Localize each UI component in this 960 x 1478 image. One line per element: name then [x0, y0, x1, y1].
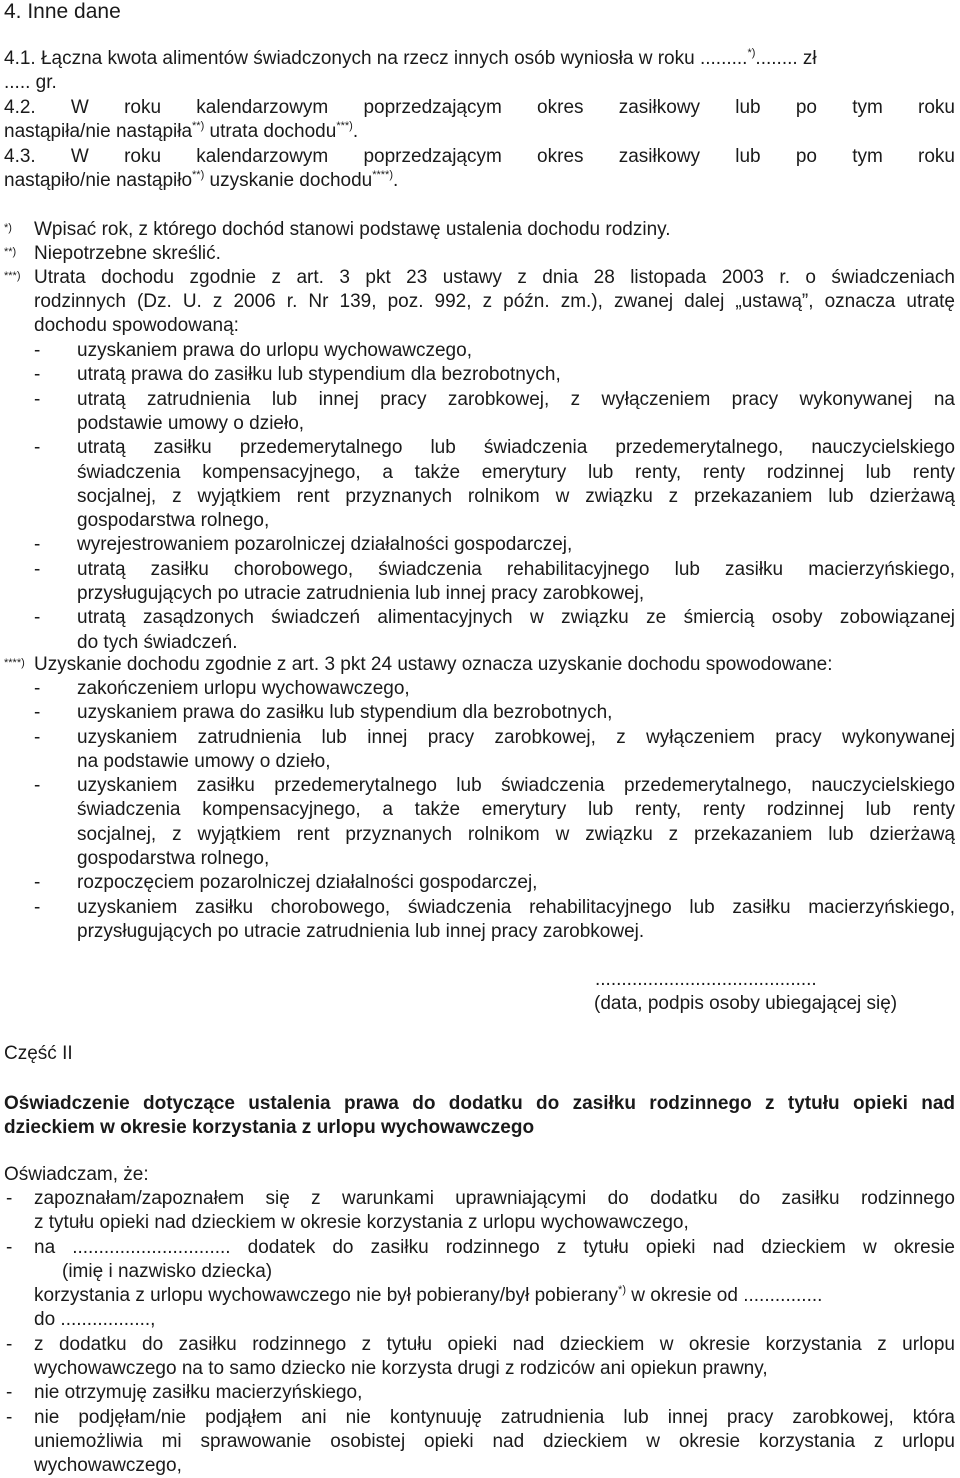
- declaration-5-line3: wychowawczego,: [34, 1455, 182, 1476]
- item-4-1: [4, 47, 817, 71]
- footnote-3-line: dochodu spowodowaną:: [34, 315, 239, 336]
- list-dash: -: [34, 437, 41, 458]
- footnote-2-mark: **): [4, 246, 17, 258]
- declaration-2-line4: do .................,: [34, 1309, 156, 1330]
- item-4-2-line2: [4, 120, 358, 144]
- footnote-4-text: Uzyskanie dochodu zgodnie z art. 3 pkt 24 ustawy oznacza uzyskanie dochodu spowodowane:: [34, 654, 833, 675]
- declaration-2-text: korzystania z urlopu wychowawczego nie był pobierany/był pobierany: [34, 1285, 619, 1306]
- item-4-1-text: 4.1. Łączna kwota alimentów świadczonych na rzecz innych osób wyniosła w roku .........: [4, 48, 748, 69]
- declaration-5-line1: nie podjęłam/nie podjąłem ani nie kontynuuję zatrudnienia lub innej pracy zarobkowej, która: [34, 1407, 955, 1428]
- list-item-line: przysługujących po utracie zatrudnienia lub innej pracy zarobkowej.: [77, 921, 645, 942]
- footnote-1-mark: *): [4, 222, 12, 234]
- section-heading: 4. Inne dane: [4, 0, 121, 23]
- signature-dots: ..........................................: [595, 969, 817, 990]
- list-item-line: uzyskaniem prawa do urlopu wychowawczego,: [77, 340, 472, 361]
- footnote-4-mark: ****): [4, 657, 25, 669]
- footnote-3-line: rodzinnych (Dz. U. z 2006 r. Nr 139, poz. 992, z późn. zm.), zwanej dalej „ustawą”, oznacza utratę: [34, 291, 955, 312]
- list-item-line: rozpoczęciem pozarolniczej działalności gospodarczej,: [77, 872, 538, 893]
- list-item-line: utratą prawa do zasiłku lub stypendium dla bezrobotnych,: [77, 364, 561, 385]
- list-dash: -: [34, 872, 41, 893]
- list-item-line: do tych świadczeń.: [77, 632, 238, 653]
- child-name-caption: (imię i nazwisko dziecka): [62, 1261, 273, 1282]
- footnote-ref: *): [747, 47, 756, 59]
- item-4-3-line2: [4, 169, 398, 193]
- bullet-dash: -: [6, 1188, 13, 1209]
- part-title-line1: Oświadczenie dotyczące ustalenia prawa do dodatku do zasiłku rodzinnego z tytułu opieki nad: [4, 1093, 955, 1114]
- item-4-1-currency: ........ zł: [755, 48, 817, 69]
- declaration-1-line1: zapoznałam/zapoznałem się z warunkami uprawniającymi do dodatku do zasiłku rodzinnego: [34, 1188, 955, 1209]
- list-item-line: zakończeniem urlopu wychowawczego,: [77, 678, 410, 699]
- footnote-2-text: Niepotrzebne skreślić.: [34, 243, 221, 264]
- list-item-line: świadczenia kompensacyjnego, a także emerytury lub renty, renty rodzinnej lub renty: [77, 799, 955, 820]
- list-item-line: gospodarstwa rolnego,: [77, 848, 270, 869]
- declaration-4-line1: nie otrzymuję zasiłku macierzyńskiego,: [34, 1382, 363, 1403]
- list-dash: -: [34, 897, 41, 918]
- declaration-5-line2: uniemożliwia mi sprawowanie osobistej opieki nad dzieckiem w okresie korzystania z urlopu: [34, 1431, 955, 1452]
- list-item-line: gospodarstwa rolnego,: [77, 510, 270, 531]
- footnote-3-mark: ***): [4, 270, 21, 282]
- list-dash: -: [34, 389, 41, 410]
- part-title-line2: dzieckiem w okresie korzystania z urlopu wychowawczego: [4, 1117, 535, 1138]
- bullet-dash: -: [6, 1334, 13, 1355]
- bullet-dash: -: [6, 1382, 13, 1403]
- declaration-2-line3: [34, 1284, 822, 1308]
- footnote-ref: **): [192, 169, 205, 181]
- footnote-ref: ***): [336, 120, 353, 132]
- declaration-3-line1: z dodatku do zasiłku rodzinnego z tytułu opieki nad dzieckiem w okresie korzystania z urlopu: [34, 1334, 955, 1355]
- list-item-line: świadczenia kompensacyjnego, a także emerytury lub renty, renty rodzinnej lub renty: [77, 462, 955, 483]
- declaration-2-line1: na .............................. dodatek do zasiłku rodzinnego z tytułu opieki nad dzieckiem w okresie: [34, 1237, 955, 1258]
- list-item-line: utratą zasiłku przedemerytalnego lub świadczenia przedemerytalnego, nauczycielskiego: [77, 437, 955, 458]
- footnote-ref: **): [192, 120, 205, 132]
- list-dash: -: [34, 678, 41, 699]
- list-dash: -: [34, 364, 41, 385]
- list-item-line: uzyskaniem zasiłku chorobowego, świadczenia rehabilitacyjnego lub zasiłku macierzyńskiego,: [77, 897, 955, 918]
- declaration-intro: Oświadczam, że:: [4, 1164, 149, 1185]
- list-item-line: uzyskaniem zatrudnienia lub innej pracy zarobkowej, z wyłączeniem pracy wykonywanej: [77, 727, 955, 748]
- list-item-line: podstawie umowy o dzieło,: [77, 413, 305, 434]
- declaration-2-period: w okresie od ...............: [626, 1285, 823, 1306]
- list-item-line: socjalnej, z wyjątkiem rent przyznanych rolnikom w związku z przekazaniem lub dzierżawą: [77, 486, 955, 507]
- footnote-ref: ****): [372, 169, 394, 181]
- part-label: Część II: [4, 1043, 73, 1064]
- list-dash: -: [34, 340, 41, 361]
- item-4-3-end: .: [393, 170, 399, 191]
- declaration-3-line2: wychowawczego na to samo dziecko nie korzysta drugi z rodziców ani opiekun prawny,: [34, 1358, 768, 1379]
- footnote-3-line: Utrata dochodu zgodnie z art. 3 pkt 23 ustawy z dnia 28 listopada 2003 r. o świadczeniach: [34, 267, 955, 288]
- list-dash: -: [34, 534, 41, 555]
- bullet-dash: -: [6, 1237, 13, 1258]
- list-dash: -: [34, 607, 41, 628]
- list-dash: -: [34, 702, 41, 723]
- bullet-dash: -: [6, 1407, 13, 1428]
- list-item-line: socjalnej, z wyjątkiem rent przyznanych rolnikom w związku z przekazaniem lub dzierżawą: [77, 824, 955, 845]
- item-4-3-choice: nastąpiło/nie nastąpiło: [4, 170, 193, 191]
- list-dash: -: [34, 775, 41, 796]
- item-4-2-end: .: [352, 121, 359, 142]
- signature-caption: (data, podpis osoby ubiegającej się): [594, 993, 898, 1014]
- declaration-1-line2: z tytułu opieki nad dzieckiem w okresie korzystania z urlopu wychowawczego,: [34, 1212, 689, 1233]
- list-item-line: utratą zatrudnienia lub innej pracy zarobkowej, z wyłączeniem pracy wykonywanej na: [77, 389, 955, 410]
- list-dash: -: [34, 559, 41, 580]
- list-item-line: na podstawie umowy o dzieło,: [77, 751, 331, 772]
- footnote-1-text: Wpisać rok, z którego dochód stanowi podstawę ustalenia dochodu rodziny.: [34, 219, 671, 240]
- item-4-1-cont: ..... gr.: [4, 72, 57, 93]
- item-4-2-line1: 4.2. W roku kalendarzowym poprzedzającym okres zasiłkowy lub po tym roku: [4, 97, 955, 118]
- list-item-line: utratą zasądzonych świadczeń alimentacyjnych w związku ze śmiercią osoby zobowiązanej: [77, 607, 955, 628]
- list-item-line: uzyskaniem prawa do zasiłku lub stypendium dla bezrobotnych,: [77, 702, 613, 723]
- item-4-3-line1: 4.3. W roku kalendarzowym poprzedzającym okres zasiłkowy lub po tym roku: [4, 146, 955, 167]
- footnote-ref: *): [618, 1284, 626, 1296]
- item-4-3-text: uzyskanie dochodu: [204, 170, 373, 191]
- list-item-line: uzyskaniem zasiłku przedemerytalnego lub świadczenia przedemerytalnego, nauczycielskiego: [77, 775, 955, 796]
- list-item-line: przysługujących po utracie zatrudnienia lub innej pracy zarobkowej,: [77, 583, 645, 604]
- list-item-line: wyrejestrowaniem pozarolniczej działalności gospodarczej,: [77, 534, 573, 555]
- item-4-2-text: utrata dochodu: [204, 121, 337, 142]
- list-item-line: utratą zasiłku chorobowego, świadczenia rehabilitacyjnego lub zasiłku macierzyńskiego,: [77, 559, 955, 580]
- list-dash: -: [34, 727, 41, 748]
- item-4-2-choice: nastąpiła/nie nastąpiła: [4, 121, 193, 142]
